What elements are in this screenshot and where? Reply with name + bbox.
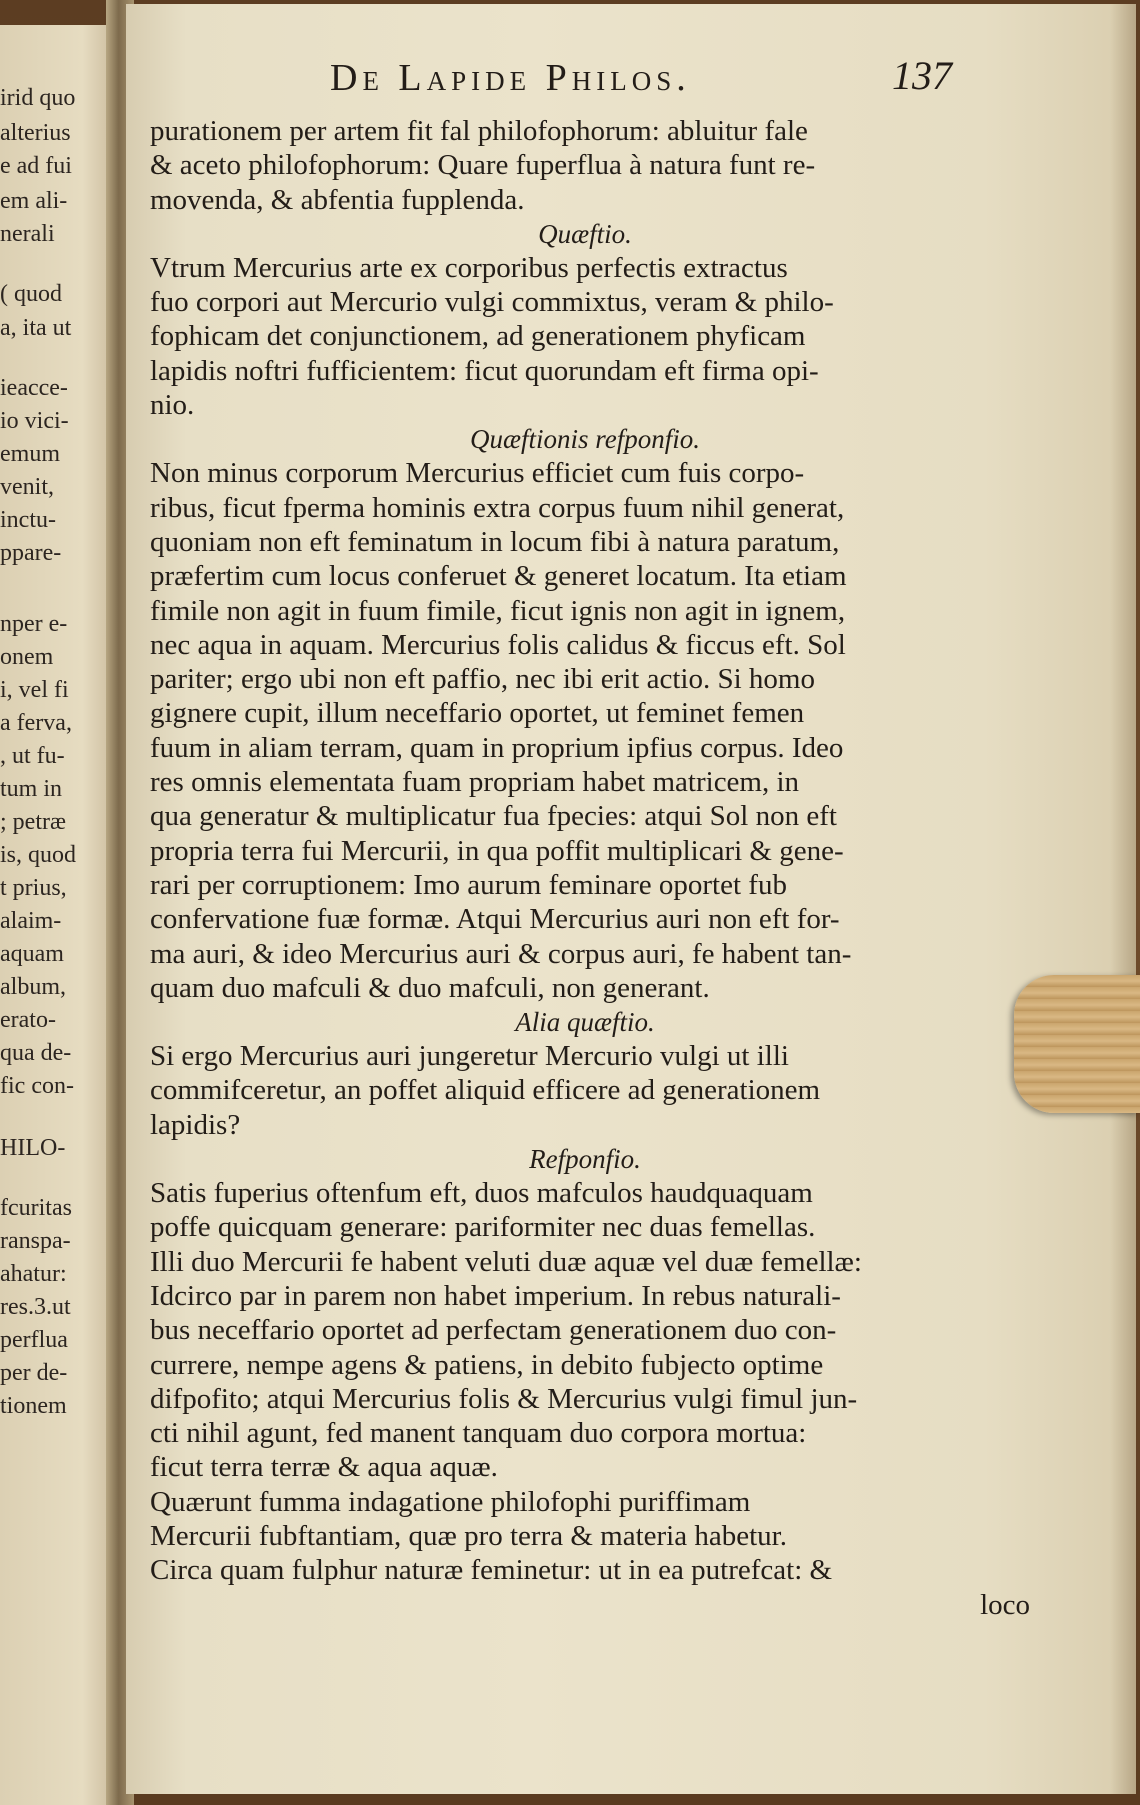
text-line: Satis fuperius oftenfum eft, duos mafculos haudquaquam xyxy=(150,1177,813,1210)
left-page-text-fragment: tum in xyxy=(0,776,63,802)
left-page-text-fragment: nerali xyxy=(0,221,55,247)
section-heading: Quæftionis refponfio. xyxy=(469,424,700,455)
left-page-text-fragment: em ali- xyxy=(0,188,68,214)
left-page-text-fragment: alterius xyxy=(0,120,71,146)
left-page-text-fragment: irid quo xyxy=(0,85,76,111)
main-page xyxy=(126,4,1136,1794)
page-text-block xyxy=(150,52,1050,1622)
left-page-text-fragment: a ferva, xyxy=(0,710,72,736)
left-page-text-fragment: fcuritas xyxy=(0,1195,72,1221)
left-page-fragment xyxy=(0,25,118,1805)
section-heading: Refponfio. xyxy=(529,1144,641,1175)
page-edge-shadow xyxy=(1110,4,1136,1794)
text-line: difpofito; atqui Mercurius folis & Mercurius vulgi fimul jun- xyxy=(150,1382,858,1415)
left-page-text-fragment: tionem xyxy=(0,1393,67,1419)
left-page-text-fragment: ranspa- xyxy=(0,1228,71,1254)
text-line: Quærunt fumma indagatione philofophi puriffimam xyxy=(150,1485,751,1518)
text-line: fophicam det conjunctionem, ad generationem phyficam xyxy=(150,320,806,353)
text-line: Illi duo Mercurii fe habent veluti duæ aquæ vel duæ femellæ: xyxy=(150,1245,862,1278)
left-page-text-fragment: , ut fu- xyxy=(0,743,65,769)
left-page-text-fragment: qua de- xyxy=(0,1040,72,1066)
left-page-text-fragment: ( quod xyxy=(0,281,62,307)
left-page-text-fragment: e ad fui xyxy=(0,153,72,179)
text-line: quoniam non eft feminatum in locum fibi à natura paratum, xyxy=(150,525,840,558)
text-line: & aceto philofophorum: Quare fuperflua à natura funt re- xyxy=(150,149,816,182)
text-line: currere, nempe agens & patiens, in debito fubjecto optime xyxy=(150,1348,824,1381)
text-line: Vtrum Mercurius arte ex corporibus perfectis extractus xyxy=(150,251,788,284)
text-line: gignere cupit, illum neceffario oportet, ut feminet femen xyxy=(150,697,805,730)
left-page-text-fragment: erato- xyxy=(0,1007,56,1033)
text-line: propria terra fui Mercurii, in qua poffit multiplicari & gene- xyxy=(150,834,844,867)
text-line: lapidis noftri fufficientem: ficut quorundam eft firma opi- xyxy=(150,354,819,387)
text-line: pariter; ergo ubi non eft paffio, nec ibi erit actio. Si homo xyxy=(150,663,815,696)
left-page-text-fragment: nper e- xyxy=(0,611,68,637)
text-line: qua generatur & multiplicatur fua fpecies: atqui Sol non eft xyxy=(150,800,837,833)
left-page-text-fragment: album, xyxy=(0,974,66,1000)
left-page-text-fragment: alaim- xyxy=(0,908,62,934)
text-line: res omnis elementata fuam propriam habet matricem, in xyxy=(150,766,800,799)
text-line: nec aqua in aquam. Mercurius folis calidus & ficcus eft. Sol xyxy=(150,628,846,661)
text-line: Non minus corporum Mercurius efficiet cum fuis corpo- xyxy=(150,457,805,490)
page-header xyxy=(150,52,1050,114)
text-line: fuo corpori aut Mercurio vulgi commixtus, veram & philo- xyxy=(150,286,834,319)
left-page-text-fragment: ieacce- xyxy=(0,375,68,401)
text-line: poffe quicquam generare: pariformiter nec duas femellas. xyxy=(150,1211,816,1244)
left-page-text-fragment: venit, xyxy=(0,474,54,500)
text-line: ma auri, & ideo Mercurius auri & corpus auri, fe habent tan- xyxy=(150,937,852,970)
left-page-text-fragment: fic con- xyxy=(0,1073,74,1099)
text-line: quam duo mafculi & duo mafculi, non generant. xyxy=(150,971,710,1004)
left-page-text-fragment: per de- xyxy=(0,1360,68,1386)
left-page-text-fragment: perflua xyxy=(0,1327,68,1353)
text-line: præfertim cum locus conferuet & generet locatum. Ita etiam xyxy=(150,560,847,593)
left-page-text-fragment: ; petræ xyxy=(0,809,66,835)
text-line: purationem per artem fit fal philofophorum: abluitur fale xyxy=(150,115,808,147)
left-page-text-fragment: emum xyxy=(0,441,60,467)
text-line: ribus, ficut fperma hominis extra corpus fuum nihil generat, xyxy=(150,491,845,524)
left-page-text-fragment: ppare- xyxy=(0,540,62,566)
left-page-text-fragment: aquam xyxy=(0,941,64,967)
left-page-text-fragment: onem xyxy=(0,644,54,670)
text-line: movenda, & abfentia fupplenda. xyxy=(150,183,525,216)
left-page-text-fragment: io vici- xyxy=(0,408,69,434)
text-line: bus neceffario oportet ad perfectam generationem duo con- xyxy=(150,1314,837,1347)
text-line: fimile non agit in fuum fimile, ficut ignis non agit in ignem, xyxy=(150,594,846,627)
left-page-text-fragment: t prius, xyxy=(0,875,67,901)
page-number: 137 xyxy=(892,53,952,98)
text-line: ficut terra terræ & aqua aquæ. xyxy=(150,1451,498,1484)
text-line: nio. xyxy=(150,389,195,422)
text-line: fuum in aliam terram, quam in proprium ipfius corpus. Ideo xyxy=(150,731,844,764)
catchword: loco xyxy=(980,1588,1030,1621)
text-line: Si ergo Mercurius auri jungeretur Mercurio vulgi ut illi xyxy=(150,1040,789,1073)
text-line: rari per corruptionem: Imo aurum feminare oportet fub xyxy=(150,868,787,901)
left-page-text-fragment: i, vel fi xyxy=(0,677,69,703)
bookmark-tab xyxy=(1014,975,1140,1113)
section-heading: Quæftio. xyxy=(538,218,632,249)
text-line: lapidis? xyxy=(150,1108,241,1141)
left-page-text-fragment: ahatur: xyxy=(0,1261,67,1287)
body-text xyxy=(150,114,1050,1622)
text-line: cti nihil agunt, fed manent tanquam duo corpora mortua: xyxy=(150,1417,807,1450)
text-line: Circa quam fulphur naturæ feminetur: ut in ea putrefcat: & xyxy=(150,1554,833,1587)
text-line: Idcirco par in parem non habet imperium. In rebus naturali- xyxy=(150,1279,841,1312)
left-page-text-fragment: is, quod xyxy=(0,842,77,868)
left-page-text-fragment: res.3.ut xyxy=(0,1294,71,1320)
text-line: Mercurii fubftantiam, quæ pro terra & materia habetur. xyxy=(150,1519,787,1552)
section-heading: Alia quæftio. xyxy=(515,1007,655,1038)
text-line: commifceretur, an poffet aliquid efficere ad generationem xyxy=(150,1074,821,1107)
text-line: confervatione fuæ formæ. Atqui Mercurius auri non eft for- xyxy=(150,903,840,936)
left-page-text-fragment: a, ita ut xyxy=(0,315,72,341)
left-page-text-fragment: HILO- xyxy=(0,1135,66,1161)
left-page-text-fragment: inctu- xyxy=(0,507,56,533)
running-head: De Lapide Philos. xyxy=(330,57,691,99)
